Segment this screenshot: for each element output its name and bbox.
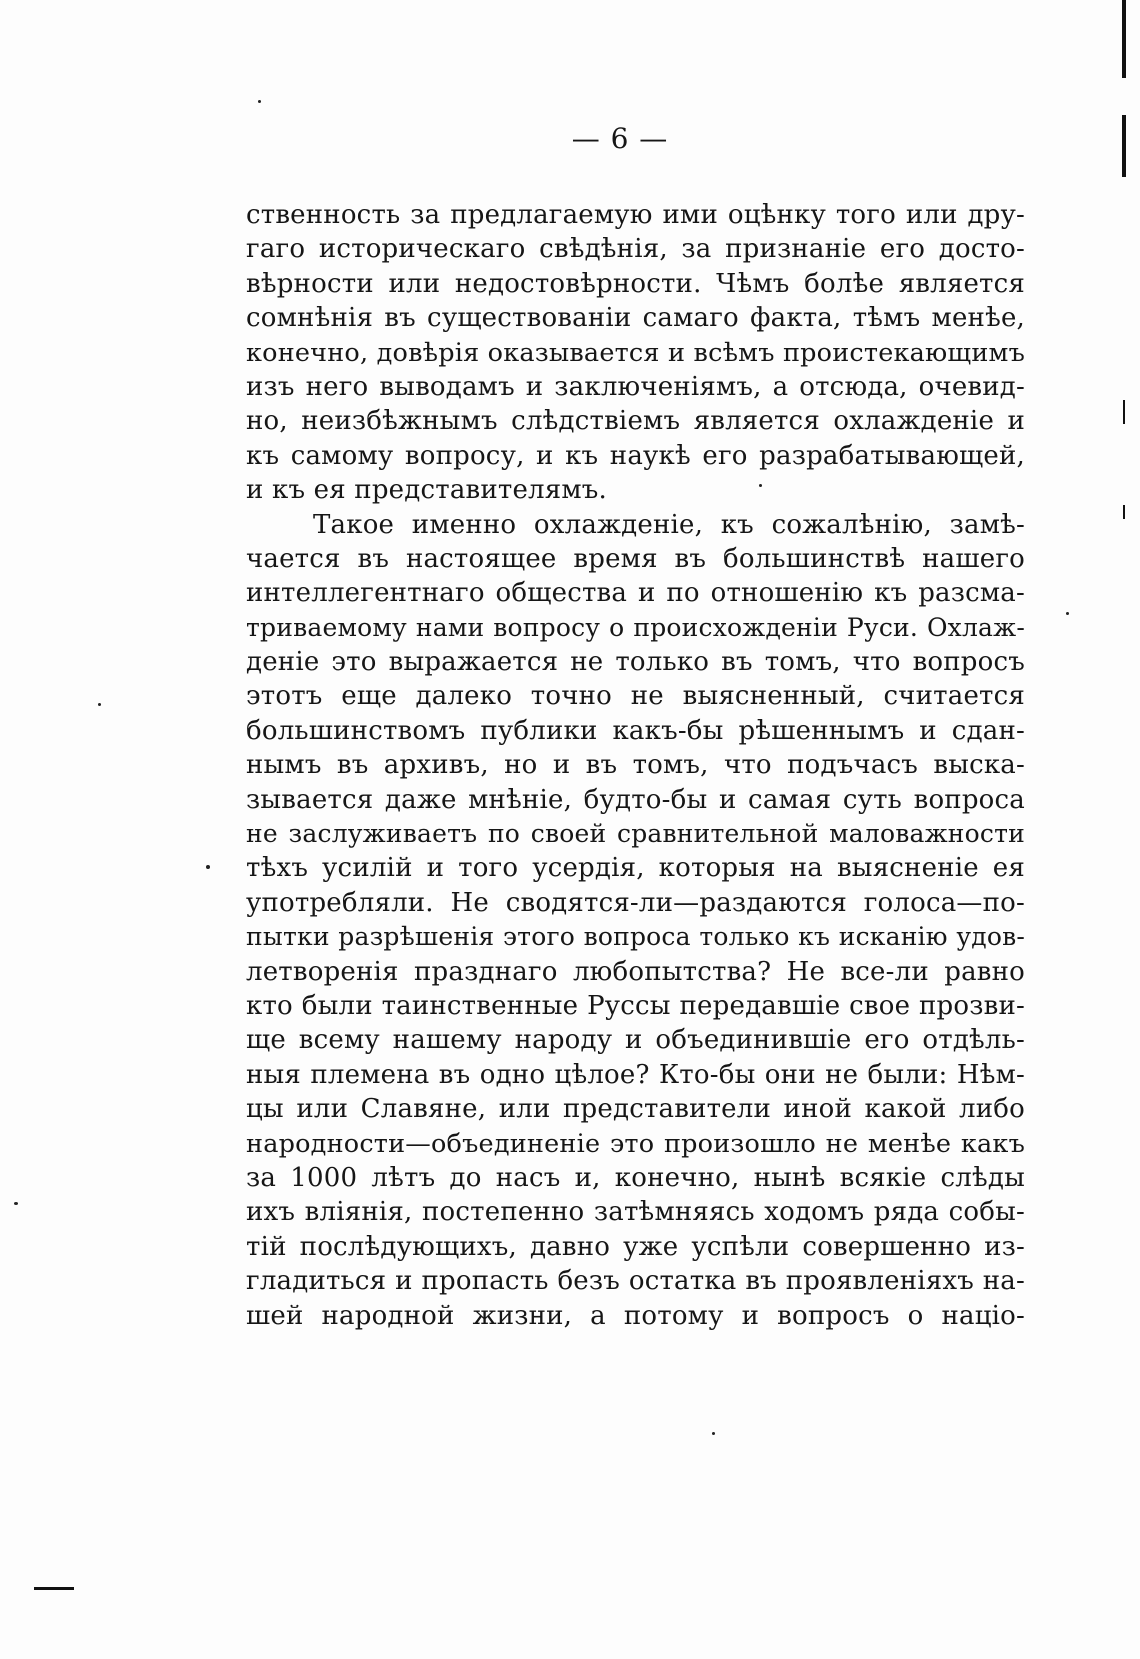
text-line: вѣрности или недостовѣрности. Чѣмъ болѣе является — [246, 268, 1025, 299]
scan-speck — [258, 100, 261, 103]
paragraph-end-line: и къ ея представителямъ. — [246, 475, 608, 506]
text-line: деніе это выражается не только въ томъ, что вопросъ — [246, 647, 1025, 678]
text-line: ихъ вліянія, постепенно затѣмняясь ходомъ ряда собы- — [246, 1197, 1025, 1228]
text-line: цы или Славяне, или представители иной какой либо — [246, 1094, 1025, 1125]
text-line: сомнѣнія въ существованіи самаго факта, тѣмъ менѣе, — [246, 303, 1025, 334]
text-line: тій послѣдующихъ, давно уже успѣли совершенно из- — [246, 1231, 1025, 1262]
text-line: кто были таинственные Руссы передавшіе свое прозви- — [246, 990, 1025, 1021]
body-text — [246, 198, 1025, 1333]
text-line: ственность за предлагаемую ими оцѣнку того или дру- — [246, 200, 1025, 230]
text-line: триваемому нами вопросу о происхожденіи Руси. Охлаж- — [246, 612, 1025, 642]
text-line: употребляли. Не сводятся-ли—раздаются голоса—по- — [246, 887, 1025, 918]
scan-speck — [712, 1432, 715, 1435]
text-line: но, неизбѣжнымъ слѣдствіемъ является охлажденіе и — [246, 406, 1025, 437]
text-line: къ самому вопросу, и къ наукѣ его разрабатывающей, — [246, 440, 1025, 471]
text-line: ще всему нашему народу и объединившіе его отдѣль- — [246, 1025, 1025, 1056]
scan-edge-mark — [1122, 0, 1126, 78]
scan-edge-mark — [1123, 505, 1125, 519]
text-line: не заслуживаетъ по своей сравнительной маловажности — [246, 819, 1025, 849]
text-line: нымъ въ архивъ, но и въ томъ, что подъчасъ выска- — [246, 750, 1025, 781]
scan-edge-mark — [1123, 400, 1125, 424]
scan-speck — [759, 484, 762, 487]
text-line: пытки разрѣшенія этого вопроса только къ исканію удов- — [246, 922, 1025, 952]
text-line: большинствомъ публики какъ-бы рѣшеннымъ и сдан- — [246, 715, 1025, 746]
text-line: тѣхъ усилій и того усердія, которыя на выясненіе ея — [246, 853, 1025, 884]
text-line: ныя племена въ одно цѣлое? Кто-бы они не были: Нѣм- — [246, 1059, 1025, 1090]
paragraph-start-line: Такое именно охлажденіе, къ сожалѣнію, замѣ- — [313, 509, 1025, 540]
text-line: гладиться и пропасть безъ остатка въ проявленіяхъ на- — [246, 1266, 1025, 1297]
text-line: народности—объединеніе это произошло не менѣе какъ — [246, 1128, 1025, 1159]
text-line: шей народной жизни, а потому и вопросъ о націо- — [246, 1300, 1025, 1331]
scan-speck — [1066, 612, 1069, 615]
text-line: зывается даже мнѣніе, будто-бы и самая суть вопроса — [246, 784, 1025, 815]
text-line: летворенія празднаго любопытства? Не все-ли равно — [246, 956, 1025, 987]
text-line: конечно, довѣрія оказывается и всѣмъ проистекающимъ — [246, 337, 1025, 368]
text-line: интеллегентнаго общества и по отношенію къ разсма- — [246, 578, 1025, 609]
text-line: гаго историческаго свѣдѣнія, за признаніе его досто- — [246, 234, 1025, 265]
scan-edge-mark — [34, 1587, 74, 1590]
text-line: этотъ еще далеко точно не выясненный, считается — [246, 681, 1025, 712]
scan-speck — [98, 703, 101, 706]
text-line: чается въ настоящее время въ большинствѣ нашего — [246, 543, 1025, 574]
text-line: изъ него выводамъ и заключеніямъ, а отсюда, очевид- — [246, 371, 1025, 402]
scan-edge-mark — [1122, 115, 1126, 177]
scan-speck — [14, 1202, 18, 1205]
text-line: за 1000 лѣтъ до насъ и, конечно, нынѣ всякіе слѣды — [246, 1162, 1025, 1193]
page-number: — 6 — — [571, 122, 669, 155]
scan-speck — [206, 865, 210, 869]
